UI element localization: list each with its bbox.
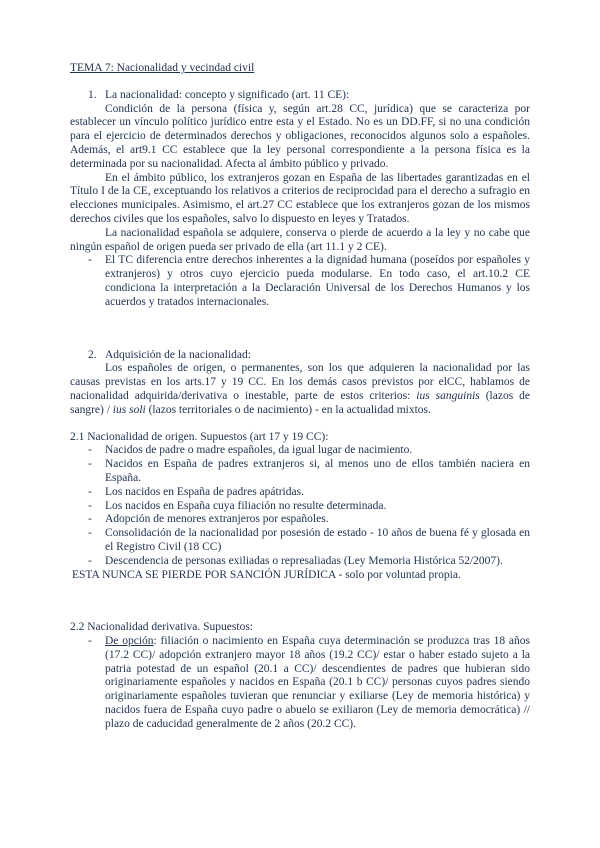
list-item: [88, 635, 530, 732]
list-item-text: [105, 635, 530, 732]
underlined-term: De opción: [105, 635, 154, 648]
bullet-marker: -: [88, 635, 92, 648]
bullet-marker: -: [88, 444, 92, 457]
section-1-paragraph-1: Condición de la persona (física y, según art.28 CC, jurídica) que se caracteriza por establecer un vínculo político jurídico entre esta y el Estado. No es un DD.FF, si no una condición para el ejercicio de determinados derechos y obligaciones, reconocidos algunos solo a españoles. Además, el art9.1 CC establece que la ley personal correspondiente a la persona física es la determinada por su nacionalidad. Afecta al ámbito público y privado.: [70, 102, 530, 170]
document-title: TEMA 7: Nacionalidad y vecindad civil: [70, 62, 255, 74]
bullet-marker: -: [88, 254, 92, 267]
paragraph-segment: Los españoles de origen, o permanentes, son los que adquieren la nacionalidad por las causas previstas en los arts.17 y 19 CC. En los demás casos previstos por elCC, hablamos de nacionalidad adquirida/derivativa o inestable, parte de estos criterios:: [70, 362, 530, 402]
section-spacer: [70, 310, 530, 349]
paragraph-segment: (lazos territoriales o de nacimiento) - en la actualidad mixtos.: [145, 403, 431, 416]
latin-term-italic: ius sanguinis: [416, 389, 480, 402]
list-item-text: Adopción de menores extranjeros por españoles.: [105, 513, 329, 526]
list-item-text: Nacidos en España de padres extranjeros si, al menos uno de ellos también naciera en España.: [105, 458, 530, 484]
latin-term-italic: ius soli: [112, 403, 146, 416]
section-1-paragraph-2: En el ámbito público, los extranjeros gozan en España de las libertades garantizadas en el Título I de la CE, exceptuando los relativos a criterios de reciprocidad para el derecho a sufragio en elecciones municipales. Asimismo, el art.27 CC establece que los extranjeros gozan de los mismos derechos civiles que los españoles, salvo lo dispuesto en leyes y Tratados.: [70, 171, 530, 225]
list-item: [88, 254, 530, 309]
bullet-marker: -: [88, 499, 92, 512]
section-2-number: 2.: [88, 348, 97, 361]
section-1-heading-text: La nacionalidad: concepto y significado (art. 11 CE):: [105, 88, 350, 101]
list-item: [88, 527, 530, 555]
list-item: [88, 500, 530, 514]
section-2-heading: [88, 349, 530, 363]
bullet-marker: -: [88, 554, 92, 567]
list-item-text: Descendencia de personas exiliadas o represaliadas (Ley Memoria Histórica 52/2007).: [105, 554, 503, 567]
paragraph-segment: : filiación o nacimiento en España cuya determinación se produzca tras 18 años (17.2 CC)/ adopción extranjero mayor 18 años (19.2 CC)/ estar o haber estado sujeto a la patria potestad de un español (20.1 a CC)/ descendientes de padres que hubieran sido originariamente españoles y nacidos en España (20.1 b CC)/ personas cuyos padres siendo originariamente españoles tuvieran que renunciar y exiliarse (Ley de memoria histórica) y nacidos fuera de España cuyo padre o abuelo se exiliaron (Ley de memoria democrática) // plazo de caducidad generalmente de 2 años (20.2 CC).: [105, 635, 530, 730]
list-item: [88, 486, 530, 500]
section-2-2-heading: 2.2 Nacionalidad derivativa. Supuestos:: [70, 621, 254, 634]
bullet-marker: -: [88, 485, 92, 498]
list-item: [88, 444, 530, 458]
list-item-text: Los nacidos en España cuya filiación no resulte determinada.: [105, 499, 387, 512]
list-item: [88, 513, 530, 527]
list-item: [88, 555, 530, 569]
section-2-heading-text: Adquisición de la nacionalidad:: [105, 348, 251, 361]
section-1-heading: [88, 89, 530, 103]
section-spacer: [70, 418, 530, 431]
bullet-marker: -: [88, 513, 92, 526]
bullet-marker: -: [88, 527, 92, 540]
list-item-text: Los nacidos en España de padres apátridas.: [105, 485, 304, 498]
section-1-paragraph-3: La nacionalidad española se adquiere, conserva o pierde de acuerdo a la ley y no cabe que ningún español de origen pueda ser privado de ella (art 11.1 y 2 CE).: [70, 226, 530, 253]
paragraph-segment: (lazos de sangre) /: [70, 389, 531, 416]
bullet-marker: -: [88, 458, 92, 471]
section-2-1-heading: 2.1 Nacionalidad de origen. Supuestos (art 17 y 19 CC):: [70, 430, 329, 443]
list-item: [88, 458, 530, 486]
section-spacer: [70, 582, 530, 621]
list-item-text: El TC diferencia entre derechos inherentes a la dignidad humana (poseídos por españoles y extranjeros) y otros cuyo ejercicio pueda modularse. En todo caso, el art.10.2 CE condiciona la interpretación a la Declaración Universal de los Derechos Humanos y los acuerdos y tratados internacionales.: [105, 254, 530, 308]
section-1-number: 1.: [88, 88, 97, 101]
list-item-text: Nacidos de padre o madre españoles, da igual lugar de nacimiento.: [105, 444, 413, 457]
section-2-paragraph: [70, 362, 530, 417]
emphasis-note: ESTA NUNCA SE PIERDE POR SANCIÓN JURÍDICA - solo por voluntad propia.: [72, 568, 461, 581]
list-item-text: Consolidación de la nacionalidad por posesión de estado - 10 años de buena fé y glosada en el Registro Civil (18 CC): [105, 527, 530, 553]
